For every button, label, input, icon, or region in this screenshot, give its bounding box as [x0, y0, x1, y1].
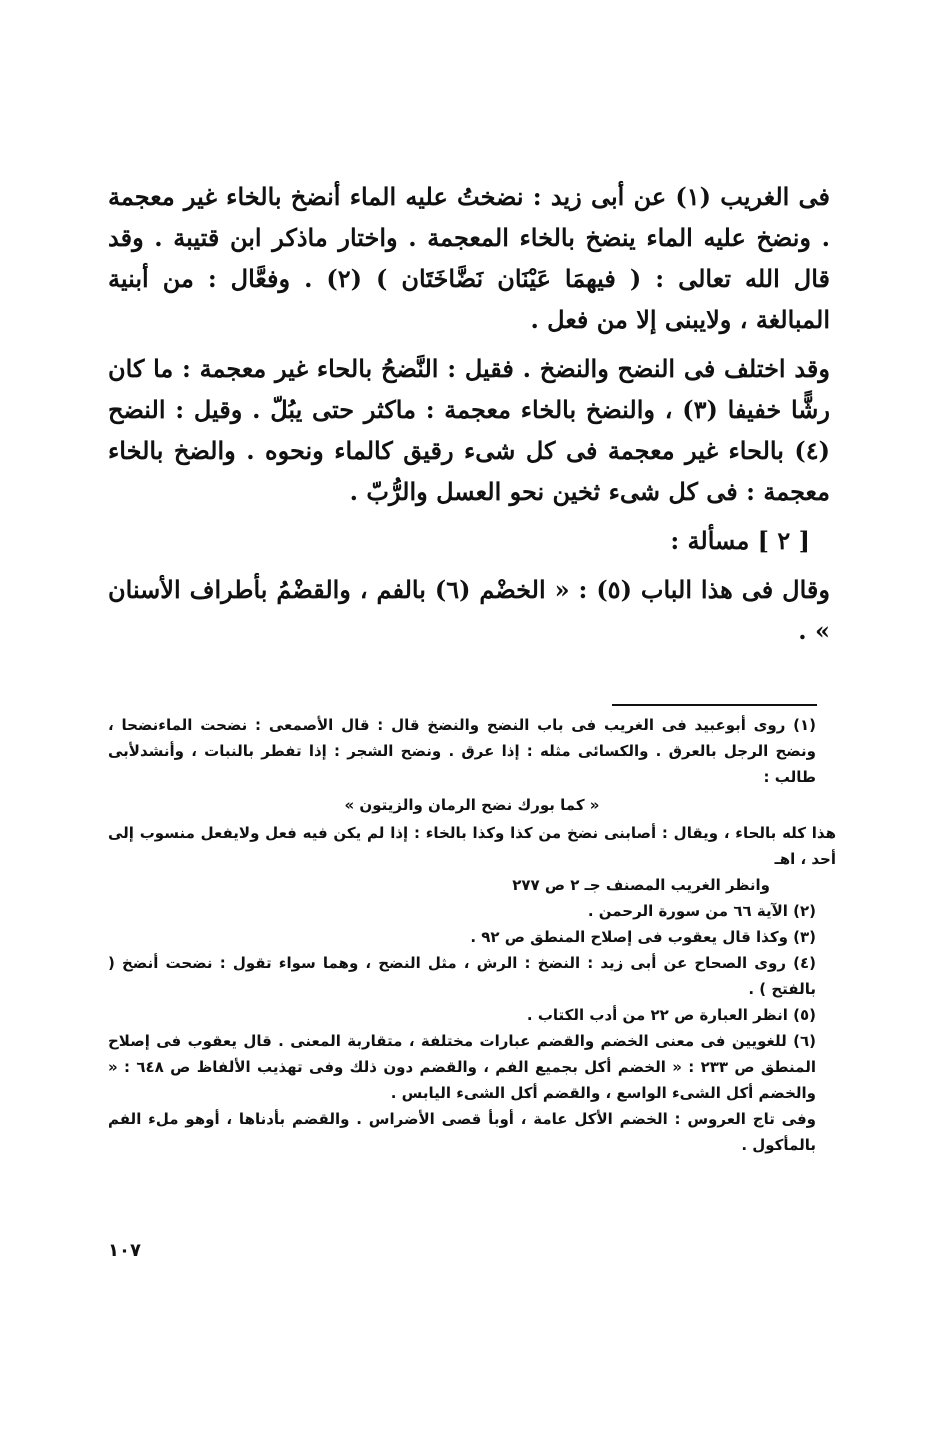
footnote-4: (٤) روى الصحاح عن أبى زيد : النضخ : الرش ، مثل النضح ، وهما سواء تقول : نضحت أنضخ ( بالفتح ) .: [108, 954, 816, 998]
footnote-5: (٥) انظر العبارة ص ٢٢ من أدب الكتاب .: [526, 1006, 816, 1024]
footnote-1: (١) روى أبوعبيد فى الغريب فى باب النضح والنضخ قال : قال الأصمعى : نضحت الماءنضحا ، ونضح الرجل بالعرق . والكسائى مثله : إذا عرق . ونضح الشجر : إذا تفطر بالنبات ، وأنشدلأبى طالب :: [108, 716, 816, 786]
main-text: [108, 176, 830, 659]
footnote-6-continued: وفى تاج العروس : الخضم الأكل عامة ، أوبأ قصى الأضراس . والقضم بأدناها ، أوهو ملء الفم بالمأكول .: [108, 1110, 816, 1154]
paragraph-1: فى الغريب (١) عن أبى زيد : نضختُ عليه الماء أنضخ بالخاء غير معجمة . ونضخ عليه الماء ينضخ بالخاء المعجمة . واختار ماذكر ابن قتيبة . وقد قال الله تعالى : ( فيهمَا عَيْنَان نَضَّاخَتَان ) (٢) . وفعَّال : من أبنية المبالغة ، ولايبنى إلا من فعل .: [108, 182, 831, 334]
footnote-3: (٣) وكذا قال يعقوب فى إصلاح المنطق ص ٩٢ .: [470, 928, 816, 946]
paragraph-3: وقال فى هذا الباب (٥) : « الخضْم (٦) بالفم ، والقضْمُ بأطراف الأسنان » .: [108, 575, 830, 645]
page-number: ١٠٧: [108, 1240, 141, 1261]
footnotes: [108, 712, 836, 1158]
footnote-1-reference: وانظر الغريب المصنف جـ ٢ ص ٢٧٧: [512, 876, 770, 894]
paragraph-2: وقد اختلف فى النضح والنضخ . فقيل : النَّضحُ بالحاء غير معجمة : ما كان رشًّا خفيفا (٣) ، والنضخ بالخاء معجمة : ماكثر حتى يبُلّ . وقيل : النضح (٤) بالحاء غير معجمة فى كل شىء رقيق كالماء ونحوه . والضخ بالخاء معجمة : فى كل شىء ثخين نحو العسل والرُّبّ .: [108, 354, 830, 506]
footnote-1-continued: هذا كله بالحاء ، ويقال : أصابنى نضخ من كذا وكذا بالخاء : إذا لم يكن فيه فعل ولايفعل منسوب إلى أحد ، اهـ: [108, 824, 836, 868]
footnote-2: (٢) الآية ٦٦ من سورة الرحمن .: [587, 902, 816, 920]
footnote-separator: [612, 704, 817, 706]
footnote-1-verse: « كما بورك نضح الرمان والزيتون »: [344, 796, 600, 814]
footnote-6: (٦) للغويين فى معنى الخضم والقضم عبارات مختلفة ، متقاربة المعنى . قال يعقوب فى إصلاح المنطق ص ٢٣٣ : « الخضم أكل بجميع الفم ، والقضم دون ذلك وفى تهذيب الألفاظ ص ٦٤٨ : « والخضم أكل الشىء الواسع ، والقضم أكل الشىء اليابس .: [108, 1032, 816, 1102]
section-heading: [ ٢ ] مسألة :: [670, 526, 810, 555]
